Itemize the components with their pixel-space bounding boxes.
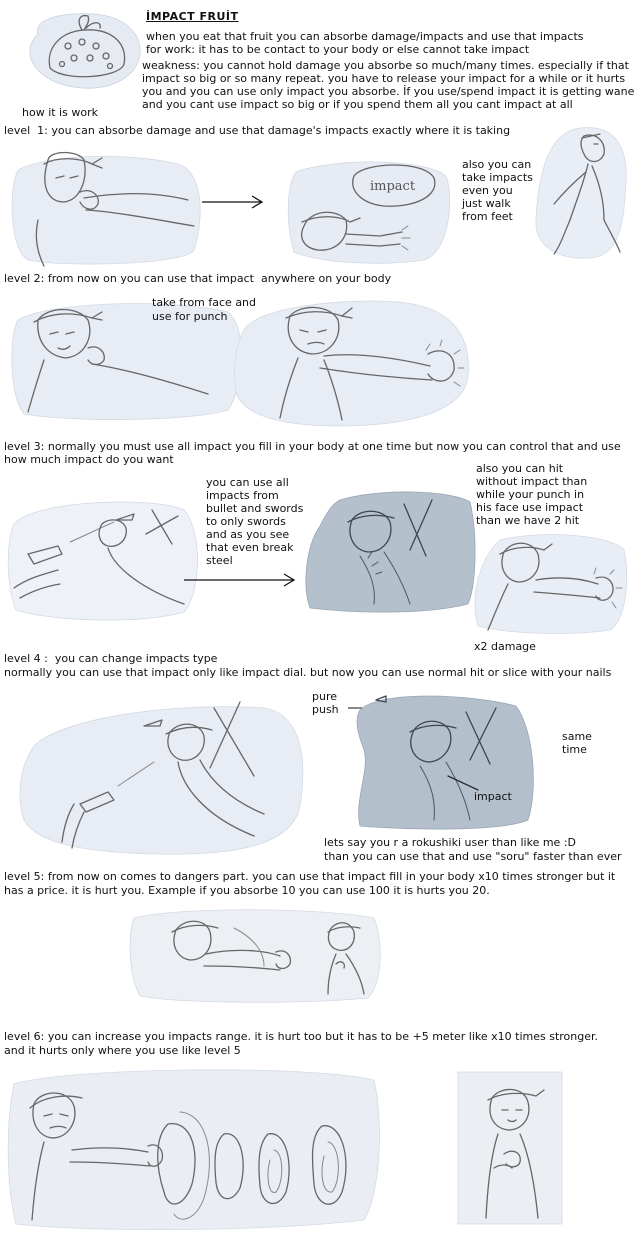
level-1-text: level 1: you can absorbe damage and use that damage's impacts exactly where it is taking — [4, 124, 511, 137]
level-3-note-b-3: while your punch in — [476, 488, 585, 501]
level-6-text-2: and it hurts only where you use like level 5 — [4, 1044, 241, 1057]
level-3-sketch-bullet — [4, 494, 204, 624]
weakness-line-2: impact so big or so many repeat. you have to release your impact for a while or it hurts — [142, 72, 626, 85]
level-5-text-1: level 5: from now on comes to dangers part. you can use that impact fill in your body x10 times stronger but it — [4, 870, 616, 883]
level-5-sketch — [124, 904, 386, 1004]
level-3-note-a-1: you can use all — [206, 476, 289, 489]
level-6-text-1: level 6: you can increase you impacts range. it is hurt too but it has to be +5 meter like x10 times stronger. — [4, 1030, 599, 1043]
level-3-sketch-swords-broken — [300, 486, 480, 616]
level-2-text: level 2: from now on you can use that impact anywhere on your body — [4, 272, 392, 285]
level-1-note-2: take impacts — [462, 171, 533, 184]
level-3-note-a-5: and as you see — [206, 528, 290, 541]
level-4-rokushiki-1: lets say you r a rokushiki user than like me :D — [324, 836, 576, 849]
level-4-pure-label-1: pure — [312, 690, 338, 703]
level-1-sketch-walking — [530, 122, 630, 262]
level-4-same-label-1: same — [562, 730, 592, 743]
level-3-note-b-2: without impact than — [476, 475, 588, 488]
level-3-text-1: level 3: normally you must use all impact you fill in your body at one time but now you can control that and use — [4, 440, 621, 453]
level-3-note-a-4: to only swords — [206, 515, 286, 528]
level-3-note-a-6: that even break — [206, 541, 294, 554]
weakness-line-4: and you cant use impact so big or if you spend them all you cant impact at all — [142, 98, 573, 111]
level-3-note-a-2: impacts from — [206, 489, 279, 502]
level-3-sketch-double-hit — [470, 530, 630, 634]
intro-line-1: when you eat that fruit you can absorbe damage/impacts and use that impacts — [146, 30, 584, 43]
level-2-sketch-punch — [228, 296, 478, 428]
level-3-note-b-4: his face use impact — [476, 501, 584, 514]
page-title: İMPACT FRUİT — [146, 10, 239, 23]
level-5-text-2: has a price. it is hurt you. Example if you absorbe 10 you can use 100 it is hurts you 20. — [4, 884, 490, 897]
weakness-line-3: you and you can use only impact you absorbe. İf you use/spend impact it is getting wane — [142, 85, 635, 98]
level-2-note-1: take from face and — [152, 296, 257, 309]
fruit-sketch-paper — [24, 6, 144, 91]
level-6-sketch-range — [4, 1064, 384, 1234]
level-1-note-3: even you — [462, 184, 513, 197]
level-1-note-5: from feet — [462, 210, 513, 223]
level-1-note-1: also you can — [462, 158, 532, 171]
level-3-arrow — [182, 572, 302, 588]
level-1-note-4: just walk — [462, 197, 511, 210]
level-3-note-b-1: also you can hit — [476, 462, 564, 475]
level-6-sketch-hurt — [454, 1068, 566, 1228]
level-4-sketch-compare — [350, 690, 540, 830]
level-1-sketch-impact — [284, 156, 454, 266]
level-3-text-2: how much impact do you want — [4, 453, 174, 466]
level-1-sketch-absorb — [8, 150, 208, 270]
level-4-same-label-2: time — [562, 743, 587, 756]
level-4-text-2: normally you can use that impact only like impact dial. but now you can use normal hit or slice with your nails — [4, 666, 612, 679]
level-4-rokushiki-2: than you can use that and use "soru" faster than ever — [324, 850, 622, 863]
how-it-works-label: how it is work — [22, 106, 98, 119]
level-4-text-1: level 4 : you can change impacts type — [4, 652, 218, 665]
level-2-note-2: use for punch — [152, 310, 228, 323]
level-4-impact-label: impact — [474, 790, 512, 803]
level-3-note-b-5: than we have 2 hit — [476, 514, 580, 527]
level-3-note-a-3: bullet and swords — [206, 502, 304, 515]
level-3-note-a-7: steel — [206, 554, 233, 567]
level-1-bubble-text: impact — [370, 179, 416, 194]
level-3-x2-label: x2 damage — [474, 640, 536, 653]
level-1-arrow — [200, 194, 270, 210]
level-4-sketch-shot — [14, 696, 304, 856]
level-4-pure-label-2: push — [312, 703, 339, 716]
intro-line-2: for work: it has to be contact to your body or else cannot take impact — [146, 43, 530, 56]
weakness-line-1: weakness: you cannot hold damage you absorbe so much/many times. especially if that — [142, 59, 629, 72]
